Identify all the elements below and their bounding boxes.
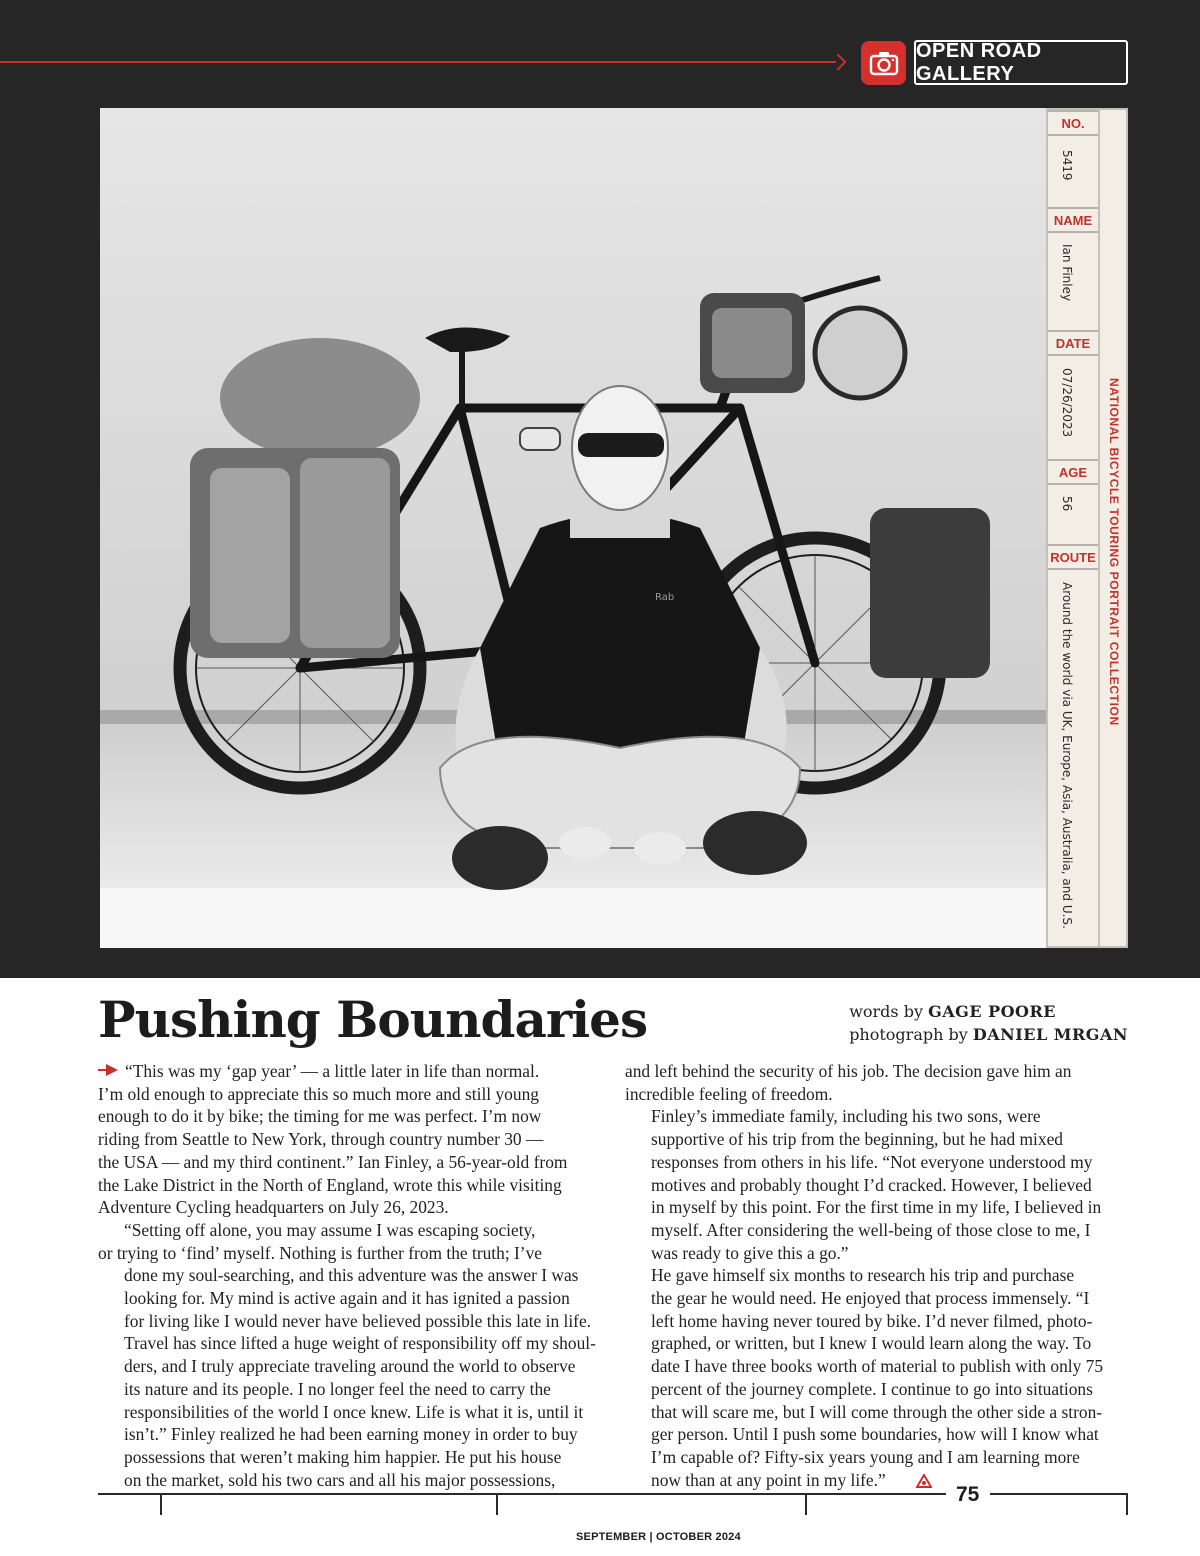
text-line: was ready to give this a go.” <box>651 1242 849 1263</box>
text-line: now than at any point in my life.” <box>651 1469 886 1490</box>
paragraph <box>625 1060 1129 1105</box>
text-line: and left behind the security of his job. The decision gave him an <box>625 1061 1072 1081</box>
card-label-date: DATE <box>1048 330 1098 356</box>
card-value-name: Ian Finley <box>1060 244 1074 302</box>
card-label-number: NO. <box>1048 110 1098 136</box>
text-line: possessions that weren’t making him happier. He put his house <box>124 1446 562 1467</box>
text-line: enough to do it by bike; the timing for me was perfect. I’m now <box>98 1106 542 1127</box>
text-line: that will scare me, but I will come through the other side a stron- <box>651 1401 1103 1422</box>
text-line: riding from Seattle to New York, through country number 30 — <box>98 1129 544 1150</box>
card-value-route: Around the world via UK, Europe, Asia, Australia, and U.S. <box>1060 582 1074 929</box>
paragraph <box>625 1264 1129 1493</box>
footer-divider <box>805 1493 807 1515</box>
text-line: I’m capable of? Fifty-six years young and I am learning more <box>651 1446 1080 1467</box>
text-line: incredible feeling of freedom. <box>625 1083 833 1104</box>
text-line: myself. After considering the well-being of those close to me, I <box>651 1219 1091 1240</box>
text-line: ger person. Until I push some boundaries, how will I know what <box>651 1424 1099 1445</box>
text-line: He gave himself six months to research his trip and purchase <box>651 1265 1075 1286</box>
words-credit-prefix: words by <box>849 1002 923 1021</box>
footer-divider <box>496 1493 498 1515</box>
body-column-left <box>98 1060 606 1491</box>
text-line: responses from others in his life. “Not everyone understood my <box>651 1151 1093 1172</box>
footer-rule <box>990 1493 1128 1495</box>
page-number: 75 <box>956 1483 980 1506</box>
text-line: isn’t.” Finley realized he had been earning money in order to buy <box>124 1424 578 1445</box>
card-value-number: 5419 <box>1060 150 1074 181</box>
text-line: “This was my ‘gap year’ — a little later in life than normal. <box>125 1061 540 1081</box>
card-value-age: 56 <box>1060 496 1074 512</box>
card-label-name: NAME <box>1048 207 1098 233</box>
footer-divider <box>160 1493 162 1515</box>
card-label-age: AGE <box>1048 459 1098 485</box>
text-line: in myself by this point. For the first time in my life, I believed in <box>651 1197 1102 1218</box>
section-rule <box>0 61 836 63</box>
body-column-right <box>625 1060 1129 1493</box>
text-line: supportive of his trip from the beginning, but he had mixed <box>651 1129 1063 1150</box>
text-line: I’m old enough to appreciate this so much more and still young <box>98 1083 539 1104</box>
text-line: percent of the journey complete. I continue to go into situations <box>651 1378 1093 1399</box>
paragraph <box>625 1105 1129 1264</box>
writer-name: GAGE POORE <box>928 1002 1056 1021</box>
collection-title: NATIONAL BICYCLE TOURING PORTRAIT COLLECTION <box>1107 378 1121 726</box>
text-line: Adventure Cycling headquarters on July 26, 2023. <box>98 1197 449 1218</box>
text-line: done my soul-searching, and this adventure was the answer I was <box>124 1265 579 1286</box>
text-line: for living like I would never have believed possible this late in life. <box>124 1310 592 1331</box>
text-line: left home having never toured by bike. I’d never filmed, photo- <box>651 1310 1093 1331</box>
text-line: responsibilities of the world I once knew. Life is what it is, until it <box>124 1401 584 1422</box>
text-line: date I have three books worth of material to publish with only 75 <box>651 1356 1104 1377</box>
paragraph <box>98 1219 606 1491</box>
section-label: OPEN ROAD GALLERY <box>914 40 1128 85</box>
footer-divider <box>1126 1493 1128 1515</box>
card-label-route: ROUTE <box>1048 544 1098 570</box>
shirt-logo: Rab <box>655 592 675 603</box>
text-line: its nature and its people. I no longer feel the need to carry the <box>124 1378 551 1399</box>
text-line: the USA — and my third continent.” Ian Finley, a 56-year-old from <box>98 1151 568 1172</box>
photo-credit-prefix: photograph by <box>849 1025 968 1044</box>
text-line: Travel has since lifted a huge weight of responsibility off my shoul- <box>124 1333 596 1354</box>
text-line: motives and probably thought I’d cracked. However, I believed <box>651 1174 1092 1195</box>
text-line: looking for. My mind is active again and it has ignited a passion <box>124 1288 570 1309</box>
text-line: the gear he would need. He enjoyed that process immensely. “I <box>651 1288 1090 1309</box>
lead-arrow-icon <box>98 1064 120 1076</box>
text-line: Finley’s immediate family, including his two sons, were <box>651 1106 1041 1127</box>
text-line: or trying to ‘find’ myself. Nothing is further from the truth; I’ve <box>98 1242 543 1263</box>
text-line: graphed, or written, but I knew I would learn along the way. To <box>651 1333 1092 1354</box>
text-line: the Lake District in the North of England, wrote this while visiting <box>98 1174 562 1195</box>
card-value-date: 07/26/2023 <box>1060 368 1074 438</box>
portrait-photo <box>100 108 1046 948</box>
issue-date: SEPTEMBER | OCTOBER 2024 <box>576 1531 741 1543</box>
end-mark-icon <box>890 1471 932 1494</box>
article-credits <box>849 1000 1128 1046</box>
camera-icon <box>861 41 906 85</box>
text-line: ders, and I truly appreciate traveling around the world to observe <box>124 1356 576 1377</box>
footer-rule <box>98 1493 946 1495</box>
article-title: Pushing Boundaries <box>98 990 648 1049</box>
photographer-name: DANIEL MRGAN <box>972 1025 1128 1044</box>
text-line: on the market, sold his two cars and all his major possessions, <box>124 1469 556 1490</box>
text-line: “Setting off alone, you may assume I was escaping society, <box>124 1219 536 1240</box>
portrait-info-card <box>1046 108 1100 948</box>
paragraph <box>98 1060 606 1219</box>
